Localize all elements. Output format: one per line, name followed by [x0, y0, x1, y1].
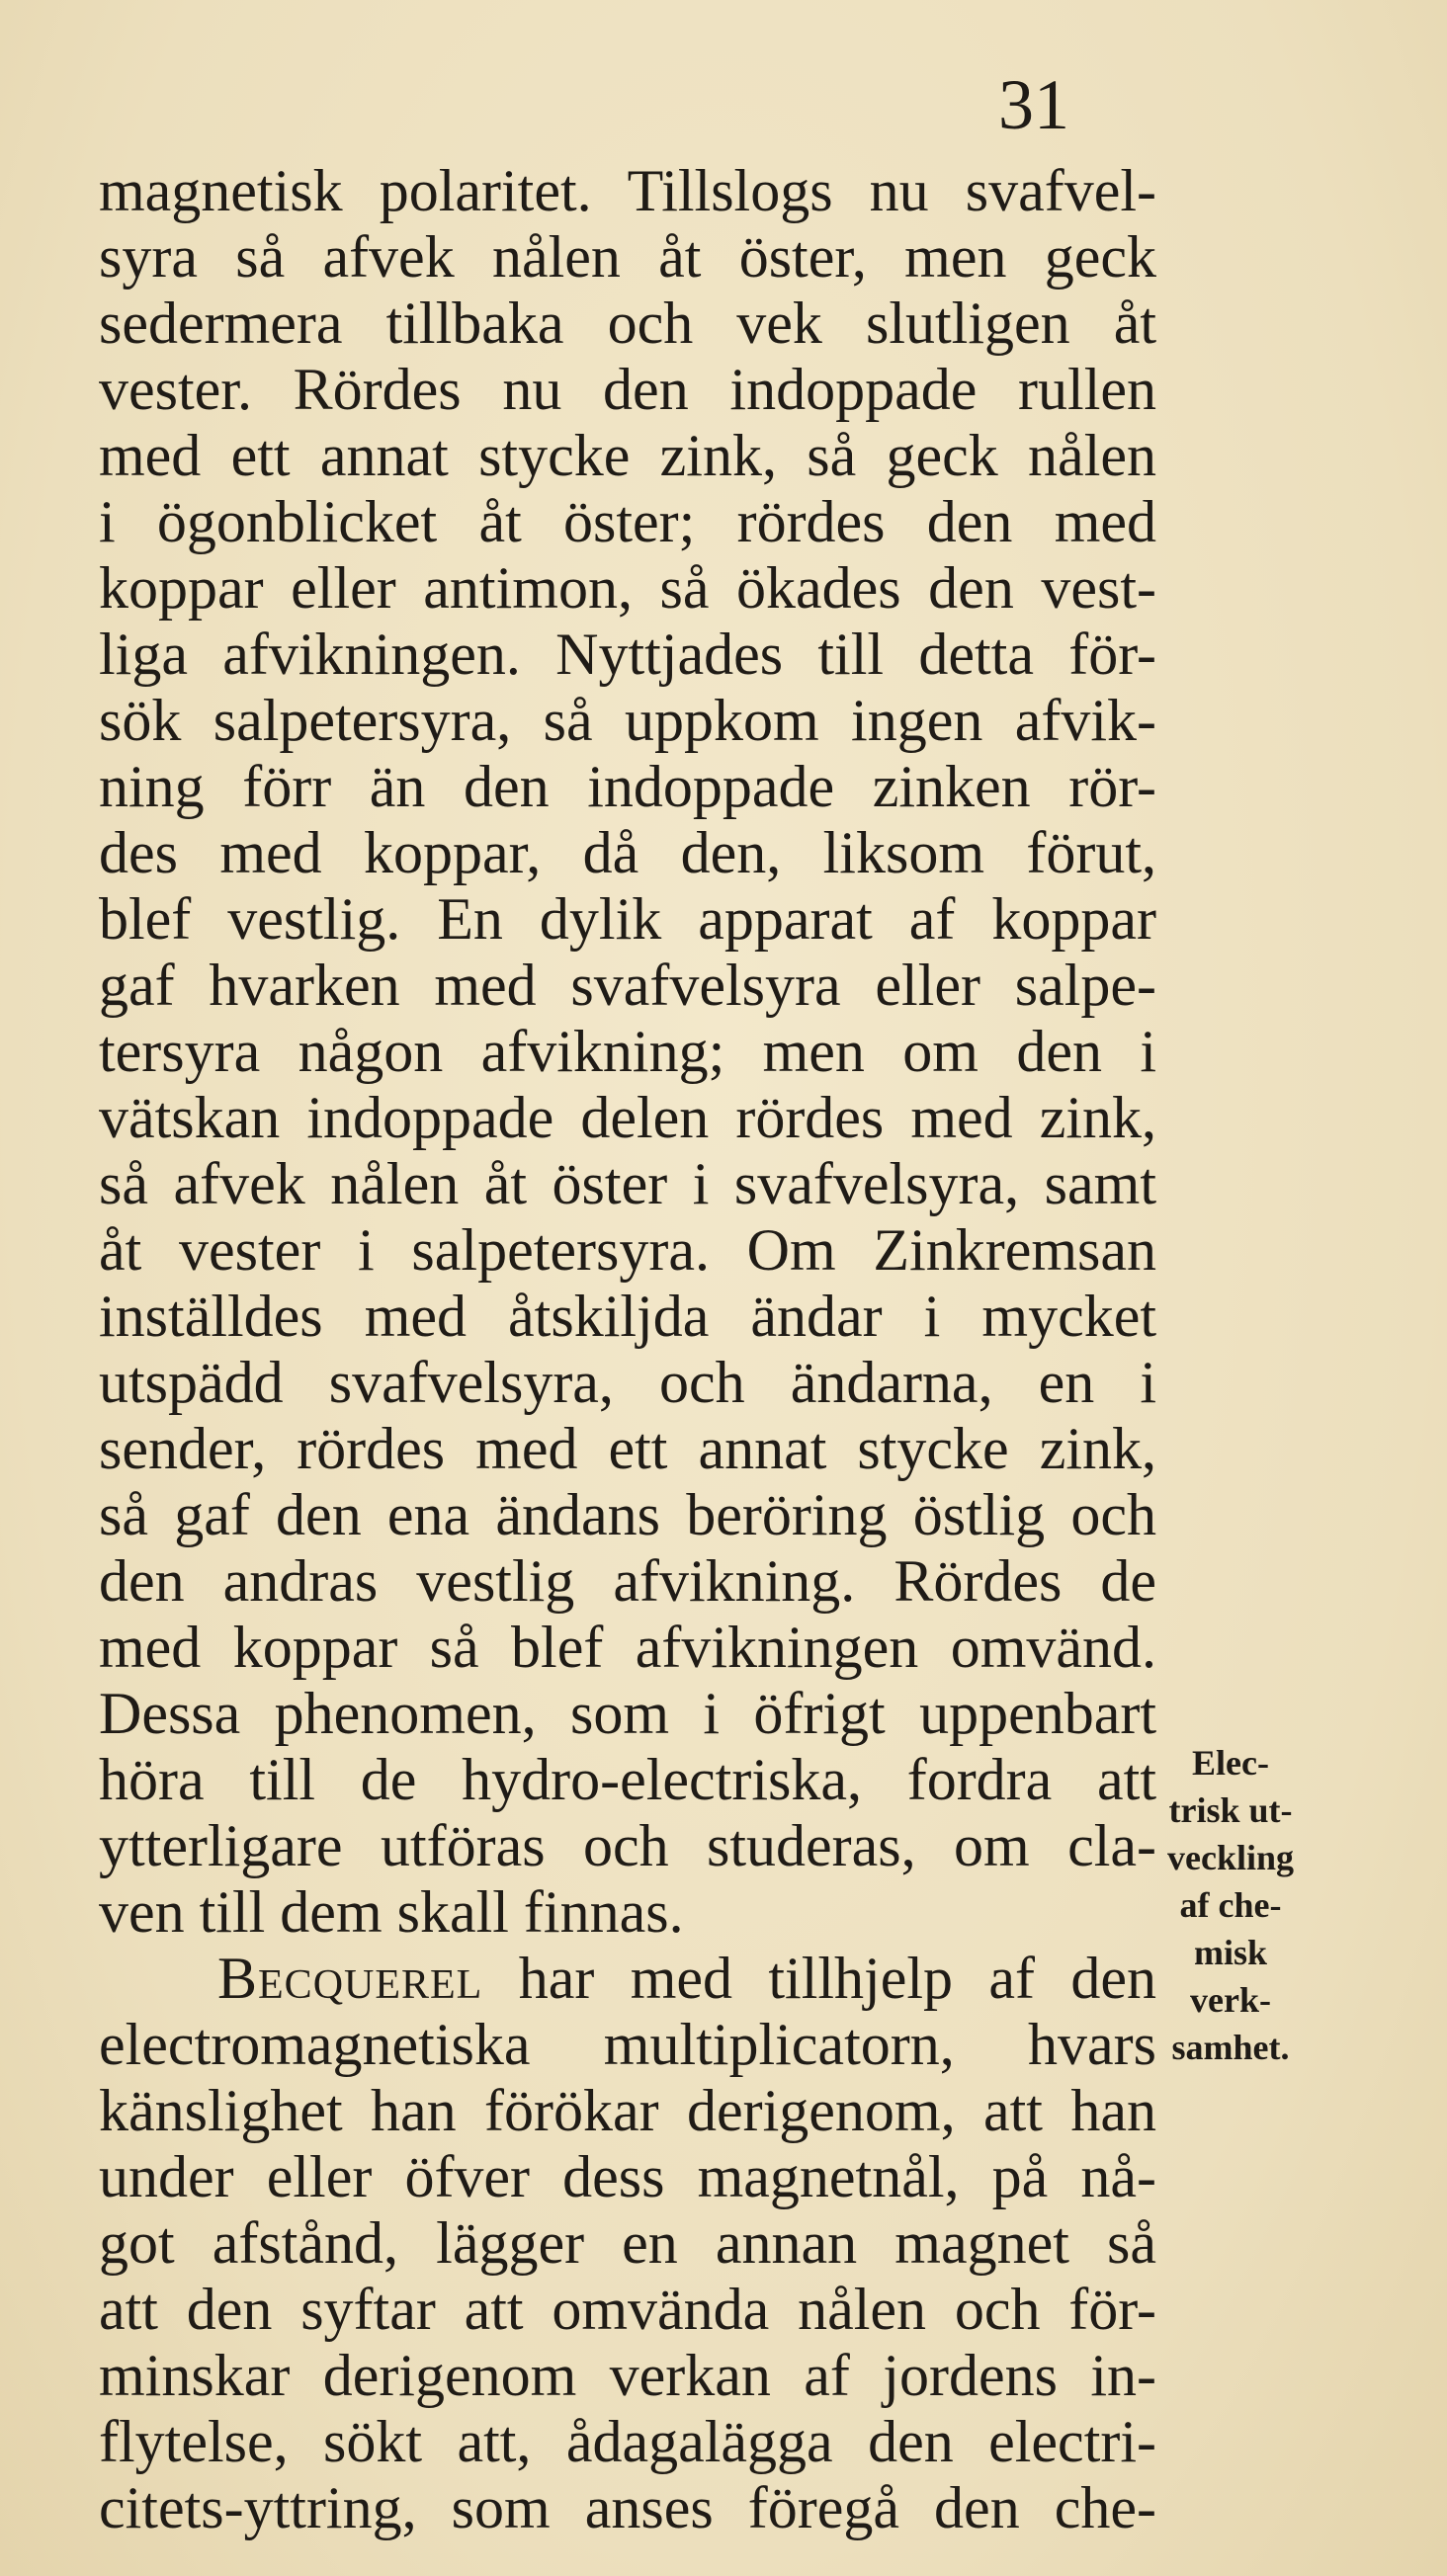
text-line: så gaf den ena ändans beröring östlig och	[99, 1482, 1156, 1547]
text-line: sedermera tillbaka och vek slutligen åt	[99, 291, 1156, 356]
text-line: vester. Rördes nu den indoppade rullen	[99, 357, 1156, 422]
text-line: Dessa phenomen, som i öfrigt uppenbart	[99, 1681, 1156, 1746]
text-line: med koppar så blef afvikningen omvänd.	[99, 1615, 1156, 1680]
text-line: så afvek nålen åt öster i svafvelsyra, samt	[99, 1151, 1156, 1216]
text-line: electromagnetiska multiplicatorn, hvars	[99, 2012, 1156, 2077]
text-line: med ett annat stycke zink, så geck nålen	[99, 423, 1156, 488]
text-line: ning förr än den indoppade zinken rör-	[99, 754, 1156, 819]
text-line: vätskan indoppade delen rördes med zink,	[99, 1085, 1156, 1150]
text-line: blef vestlig. En dylik apparat af koppar	[99, 886, 1156, 952]
text-line: flytelse, sökt att, ådagalägga den electri-	[99, 2409, 1156, 2474]
margin-note-line: veckling	[1166, 1838, 1294, 1877]
margin-note	[1156, 1739, 1305, 2071]
text-line: i ögonblicket åt öster; rördes den med	[99, 489, 1156, 554]
page-number: 31	[998, 65, 1069, 144]
text-line: att den syftar att omvända nålen och för-	[99, 2277, 1156, 2342]
margin-note-line: Elec-	[1192, 1743, 1269, 1783]
paragraph-start-line	[99, 1946, 1156, 2012]
text-line: des med koppar, då den, liksom förut,	[99, 820, 1156, 885]
text-line: höra till de hydro-electriska, fordra att	[99, 1747, 1156, 1812]
text-line: ven till dem skall finnas.	[99, 1879, 684, 1945]
text-line: gaf hvarken med svafvelsyra eller salpe-	[99, 953, 1156, 1018]
author-line-rest: har med tillhjelp af den	[482, 1946, 1156, 2011]
text-line: sender, rördes med ett annat stycke zink,	[99, 1416, 1156, 1481]
margin-note-line: af che-	[1179, 1885, 1282, 1925]
body-text	[99, 158, 1156, 2541]
text-line: den andras vestlig afvikning. Rördes de	[99, 1548, 1156, 1614]
text-line: magnetisk polaritet. Tillslogs nu svafvel-	[99, 158, 1156, 223]
text-line: ytterligare utföras och studeras, om cla-	[99, 1813, 1156, 1878]
text-line: åt vester i salpetersyra. Om Zinkremsan	[99, 1217, 1156, 1283]
text-line: inställdes med åtskiljda ändar i mycket	[99, 1284, 1156, 1349]
text-line: under eller öfver dess magnetnål, på nå-	[99, 2144, 1156, 2209]
margin-note-line: misk	[1193, 1933, 1268, 1972]
author-name: Becquerel	[217, 1946, 483, 2011]
margin-note-line: samhet.	[1171, 2028, 1290, 2067]
text-line: koppar eller antimon, så ökades den vest-	[99, 555, 1156, 621]
text-line: sök salpetersyra, så uppkom ingen afvik-	[99, 688, 1156, 753]
text-line: tersyra någon afvikning; men om den i	[99, 1019, 1156, 1084]
text-line: syra så afvek nålen åt öster, men geck	[99, 224, 1156, 290]
text-line: citets-yttring, som anses föregå den che-	[99, 2475, 1156, 2540]
text-line: utspädd svafvelsyra, och ändarna, en i	[99, 1350, 1156, 1415]
text-line: känslighet han förökar derigenom, att han	[99, 2078, 1156, 2143]
margin-note-line: trisk ut-	[1168, 1790, 1293, 1830]
text-line: liga afvikningen. Nyttjades till detta för-	[99, 622, 1156, 687]
text-line: got afstånd, lägger en annan magnet så	[99, 2210, 1156, 2276]
text-line: minskar derigenom verkan af jordens in-	[99, 2343, 1156, 2408]
margin-note-line: verk-	[1190, 1980, 1271, 2020]
